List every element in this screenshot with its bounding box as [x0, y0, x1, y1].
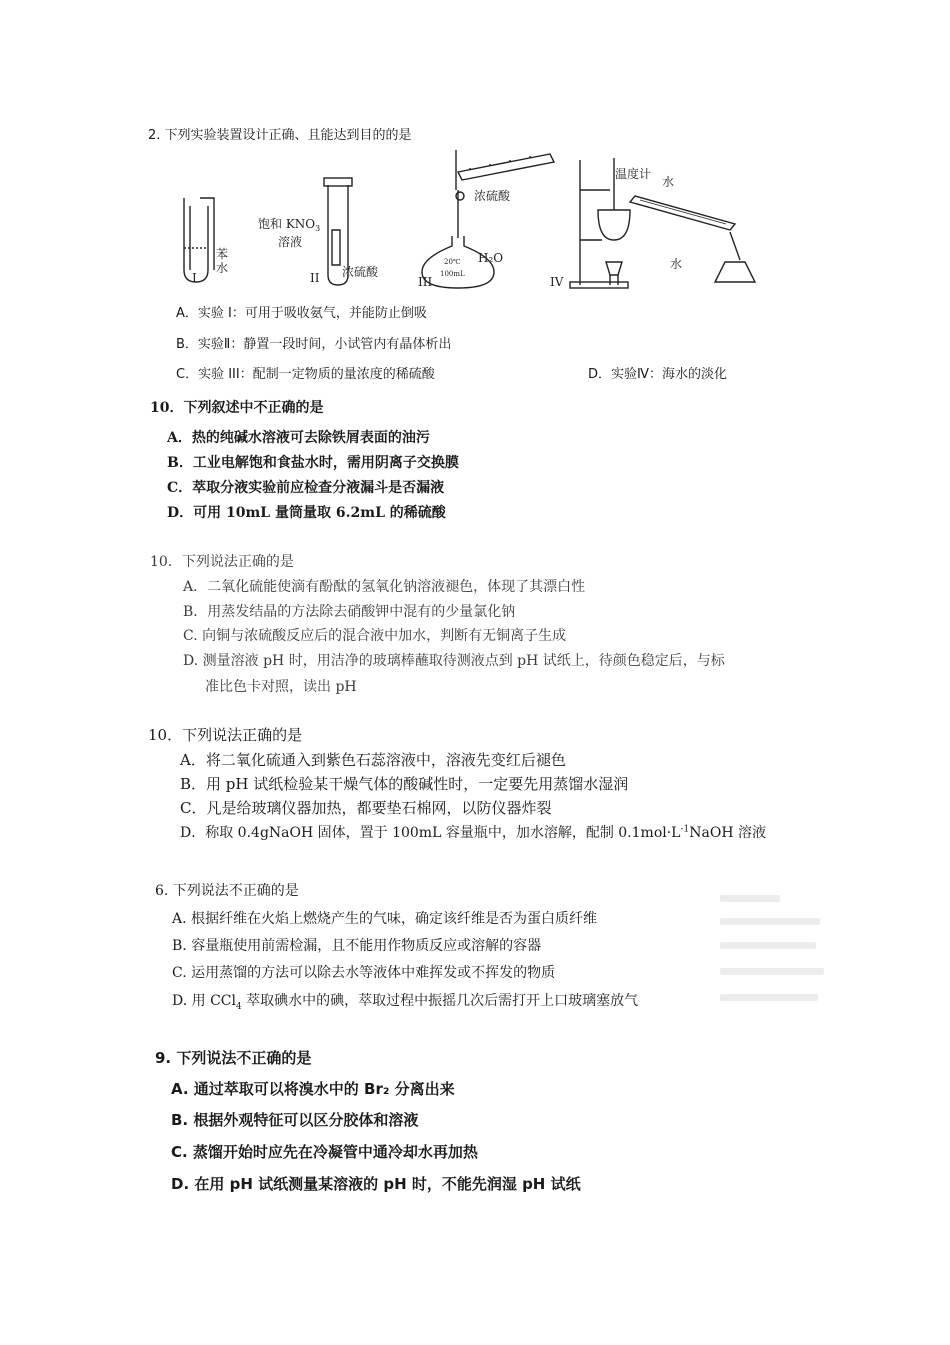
q6-option-c: C. 运用蒸馏的方法可以除去水等液体中难挥发或不挥发的物质 [172, 965, 556, 981]
q10b-stem: 10．下列说法正确的是 [150, 554, 294, 570]
q10c-option-b: B．用 pH 试纸检验某干燥气体的酸碱性时，一定要先用蒸馏水湿润 [180, 775, 629, 793]
q10c-option-a: A．将二氧化硫通入到紫色石蕊溶液中，溶液先变红后褪色 [180, 751, 566, 769]
exp1-label: I [192, 271, 197, 285]
q6-option-a: A. 根据纤维在火焰上燃烧产生的气味，确定该纤维是否为蛋白质纤维 [172, 911, 598, 927]
exp3-water-label: H₂O [478, 251, 504, 265]
q2-option-a: A．实验 I：可用于吸收氨气，并能防止倒吸 [176, 306, 427, 321]
q10b-option-b: B．用蒸发结晶的方法除去硝酸钾中混有的少量氯化钠 [183, 604, 516, 620]
exp1-benzene-label: 苯 [216, 247, 229, 261]
q2-apparatus-figure [170, 150, 770, 295]
exp1-water-label: 水 [216, 261, 229, 275]
q10a-option-d: D．可用 10mL 量筒量取 6.2mL 的稀硫酸 [167, 505, 446, 521]
exp3-label: III [418, 275, 433, 289]
q2-option-b: B．实验Ⅱ：静置一段时间，小试管内有晶体析出 [176, 337, 452, 352]
q9-option-a: A. 通过萃取可以将溴水中的 Br₂ 分离出来 [171, 1080, 455, 1098]
q10b-option-a: A．二氧化硫能使滴有酚酞的氢氧化钠溶液褪色，体现了其漂白性 [183, 579, 586, 595]
q10b-option-d-line2: 准比色卡对照，读出 pH [205, 679, 357, 695]
q2-stem: 2. 下列实验装置设计正确、且能达到目的的是 [148, 128, 412, 143]
q10c-stem: 10．下列说法正确的是 [148, 726, 303, 744]
exp4-water-inlet-label: 水 [662, 175, 675, 189]
exp2-solution-line1: 饱和 $KNO_3$ [258, 217, 321, 233]
q6-option-b: B. 容量瓶使用前需检漏，且不能用作物质反应或溶解的容器 [172, 938, 542, 954]
q9-option-d: D. 在用 pH 试纸测量某溶液的 pH 时，不能先润湿 pH 试纸 [171, 1175, 581, 1193]
exp3-apparatus [422, 150, 554, 288]
exp2-label: II [310, 271, 320, 285]
q9-option-c: C. 蒸馏开始时应先在冷凝管中通冷却水再加热 [171, 1143, 478, 1161]
q10b-option-d-line1: D. 测量溶液 pH 时，用洁净的玻璃棒蘸取待测液点到 pH 试纸上，待颜色稳定后，与标 [183, 653, 725, 669]
exp2-acid-label: 浓硫酸 [342, 265, 379, 279]
q10a-option-b: B．工业电解饱和食盐水时，需用阴离子交换膜 [167, 455, 459, 471]
exp3-flask-volume: 100mL [440, 270, 465, 278]
q10b-option-c: C. 向铜与浓硫酸反应后的混合液中加水，判断有无铜离子生成 [183, 628, 567, 644]
q2-option-c: C．实验 III：配制一定物质的量浓度的稀硫酸 [176, 367, 435, 382]
q10a-option-a: A．热的纯碱水溶液可去除铁屑表面的油污 [167, 430, 430, 446]
scan-bleed-through [720, 890, 830, 1025]
q10c-option-d: D．称取 0.4gNaOH 固体，置于 100mL 容量瓶中，加水溶解，配制 $0.1mol\cdot L^{-1}NaOH$ 溶液 [180, 824, 766, 841]
q10a-stem: 10．下列叙述中不正确的是 [150, 400, 324, 416]
q6-stem: 6. 下列说法不正确的是 [155, 883, 299, 899]
q10c-option-c: C．凡是给玻璃仪器加热，都要垫石棉网，以防仪器炸裂 [180, 799, 552, 817]
exp4-water-outlet-label: 水 [670, 257, 683, 271]
exp4-label: IV [550, 275, 564, 289]
exp1-apparatus [184, 198, 214, 282]
q6-option-d: D. 用 CCl$_4$ 萃取碘水中的碘，萃取过程中振摇几次后需打开上口玻璃塞放气 [172, 993, 639, 1012]
exp4-thermometer-label: 温度计 [615, 167, 652, 181]
exp2-solution-line2: 溶液 [278, 235, 303, 249]
q9-stem: 9. 下列说法不正确的是 [155, 1049, 312, 1067]
q9-option-b: B. 根据外观特征可以区分胶体和溶液 [171, 1111, 419, 1129]
exp3-acid-label: 浓硫酸 [474, 189, 511, 203]
exp3-flask-temp: 20℃ [444, 258, 461, 266]
q2-option-d: D．实验Ⅳ：海水的淡化 [588, 367, 728, 382]
q10a-option-c: C．萃取分液实验前应检查分液漏斗是否漏液 [167, 480, 445, 496]
